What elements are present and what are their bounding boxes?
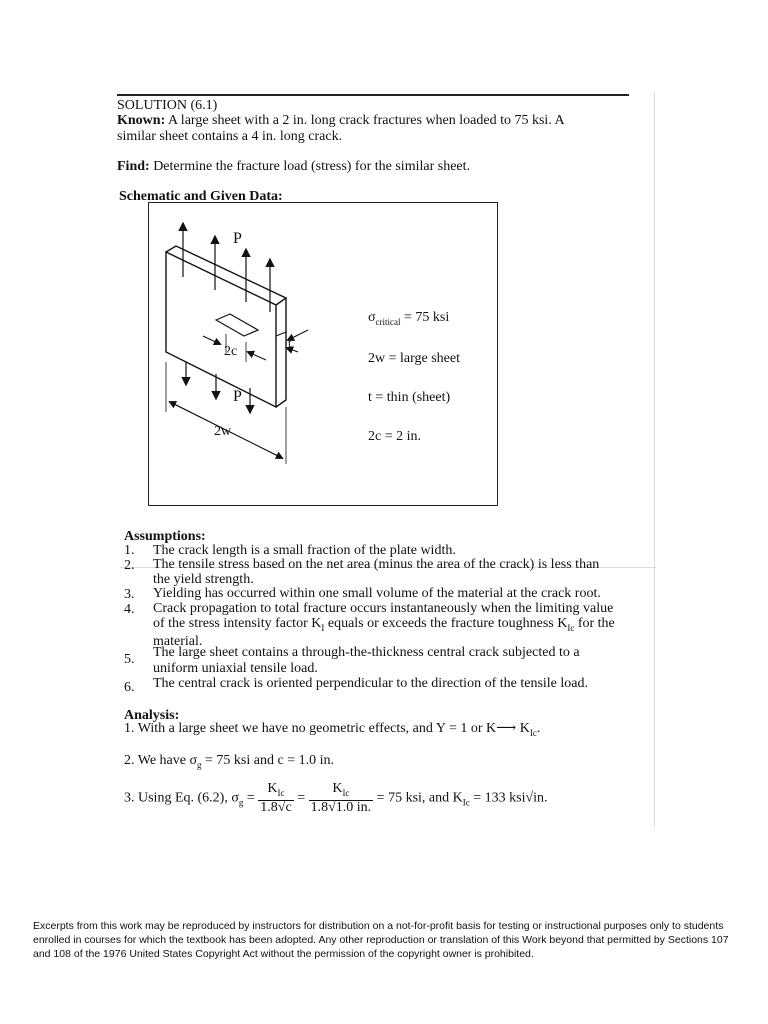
known-text-1: A large sheet with a 2 in. long crack fractures when loaded to 75 ksi. A bbox=[167, 113, 565, 128]
analysis-heading: Analysis: bbox=[124, 708, 180, 723]
assumption-4-line-3: material. bbox=[153, 634, 203, 649]
given-w: 2w = large sheet bbox=[368, 351, 460, 366]
copyright-footer: Excerpts from this work may be reproduced by instructors for distribution on a not-for-profit basis for testing or instructional purposes only to students enrolled in courses for which the textbook has been adopted. Any other reproduction or translation of this Work beyond that permitted by Sections 107 and 108 of the 1976 United States Copyright Act without the permission of the copyright owner is prohibited. bbox=[33, 920, 729, 960]
assumption-4-num: 4. bbox=[124, 602, 135, 617]
label-P-bottom: P bbox=[233, 388, 242, 405]
label-2c: 2c bbox=[224, 344, 238, 359]
assumptions-heading: Assumptions: bbox=[124, 529, 206, 544]
assumption-1: The crack length is a small fraction of the plate width. bbox=[153, 543, 456, 558]
assumption-2-line-2: the yield strength. bbox=[153, 572, 254, 587]
assumption-4-line-2: of the stress intensity factor $K_I$ equals or exceeds the fracture toughness $K_{Ic}$ for the bbox=[153, 616, 615, 633]
schematic-heading: Schematic and Given Data: bbox=[119, 189, 283, 204]
assumption-2-line-1: The tensile stress based on the net area (minus the area of the crack) is less than bbox=[153, 557, 600, 572]
solution-title: SOLUTION (6.1) bbox=[117, 98, 218, 113]
assumption-6: The central crack is oriented perpendicular to the direction of the tensile load. bbox=[153, 676, 588, 691]
assumption-3: Yielding has occurred within one small volume of the material at the crack root. bbox=[153, 586, 601, 601]
analysis-step-1: 1. With a large sheet we have no geometric effects, and Y = 1 or K⟶ $K_{Ic}$. bbox=[124, 721, 541, 738]
label-2w: 2w bbox=[214, 424, 232, 439]
find-label: Find: bbox=[117, 159, 150, 174]
label-P-top: P bbox=[233, 230, 242, 247]
given-t: t = thin (sheet) bbox=[368, 390, 451, 405]
assumption-5-line-2: uniform uniaxial tensile load. bbox=[153, 661, 318, 676]
known-line-1 bbox=[117, 113, 565, 129]
analysis-step-3: 3. Using Eq. (6.2), $\sigma_g$ = $\frac{K_{Ic}}{1.8√c}$ = $\frac{K_{Ic}}{1.8√1.0 in.}$ = 75 ksi, and $K_{Ic} = 133$ ksi√in. bbox=[124, 781, 548, 815]
fraction-2: $\frac{K_{Ic}}{1.8√1.0 in.}$ bbox=[310, 781, 372, 815]
scan-edge-line bbox=[654, 92, 655, 827]
find-text: Determine the fracture load (stress) for the similar sheet. bbox=[153, 159, 471, 174]
find-line bbox=[117, 159, 470, 175]
assumption-4-line-1: Crack propagation to total fracture occurs instantaneously when the limiting value bbox=[153, 601, 614, 616]
label-t: t bbox=[288, 336, 292, 350]
analysis-step-2: 2. We have $\sigma_g = 75$ ksi and c = 1.0 in. bbox=[124, 753, 334, 770]
assumption-2-num: 2. bbox=[124, 558, 135, 573]
assumption-1-num: 1. bbox=[124, 543, 135, 558]
assumption-3-num: 3. bbox=[124, 587, 135, 602]
assumption-5-num: 5. bbox=[124, 652, 135, 667]
known-label: Known: bbox=[117, 113, 166, 128]
header-rule bbox=[117, 94, 629, 96]
given-sigma: $\sigma_{critical} = 75$ ksi bbox=[368, 310, 450, 327]
assumption-6-num: 6. bbox=[124, 680, 135, 695]
given-c: 2c = 2 in. bbox=[368, 429, 421, 444]
assumption-5-line-1: The large sheet contains a through-the-thickness central crack subjected to a bbox=[153, 645, 580, 660]
known-line-2: similar sheet contains a 4 in. long crack. bbox=[117, 129, 343, 144]
fraction-1: $\frac{K_{Ic}}{1.8√c}$ bbox=[260, 781, 292, 815]
